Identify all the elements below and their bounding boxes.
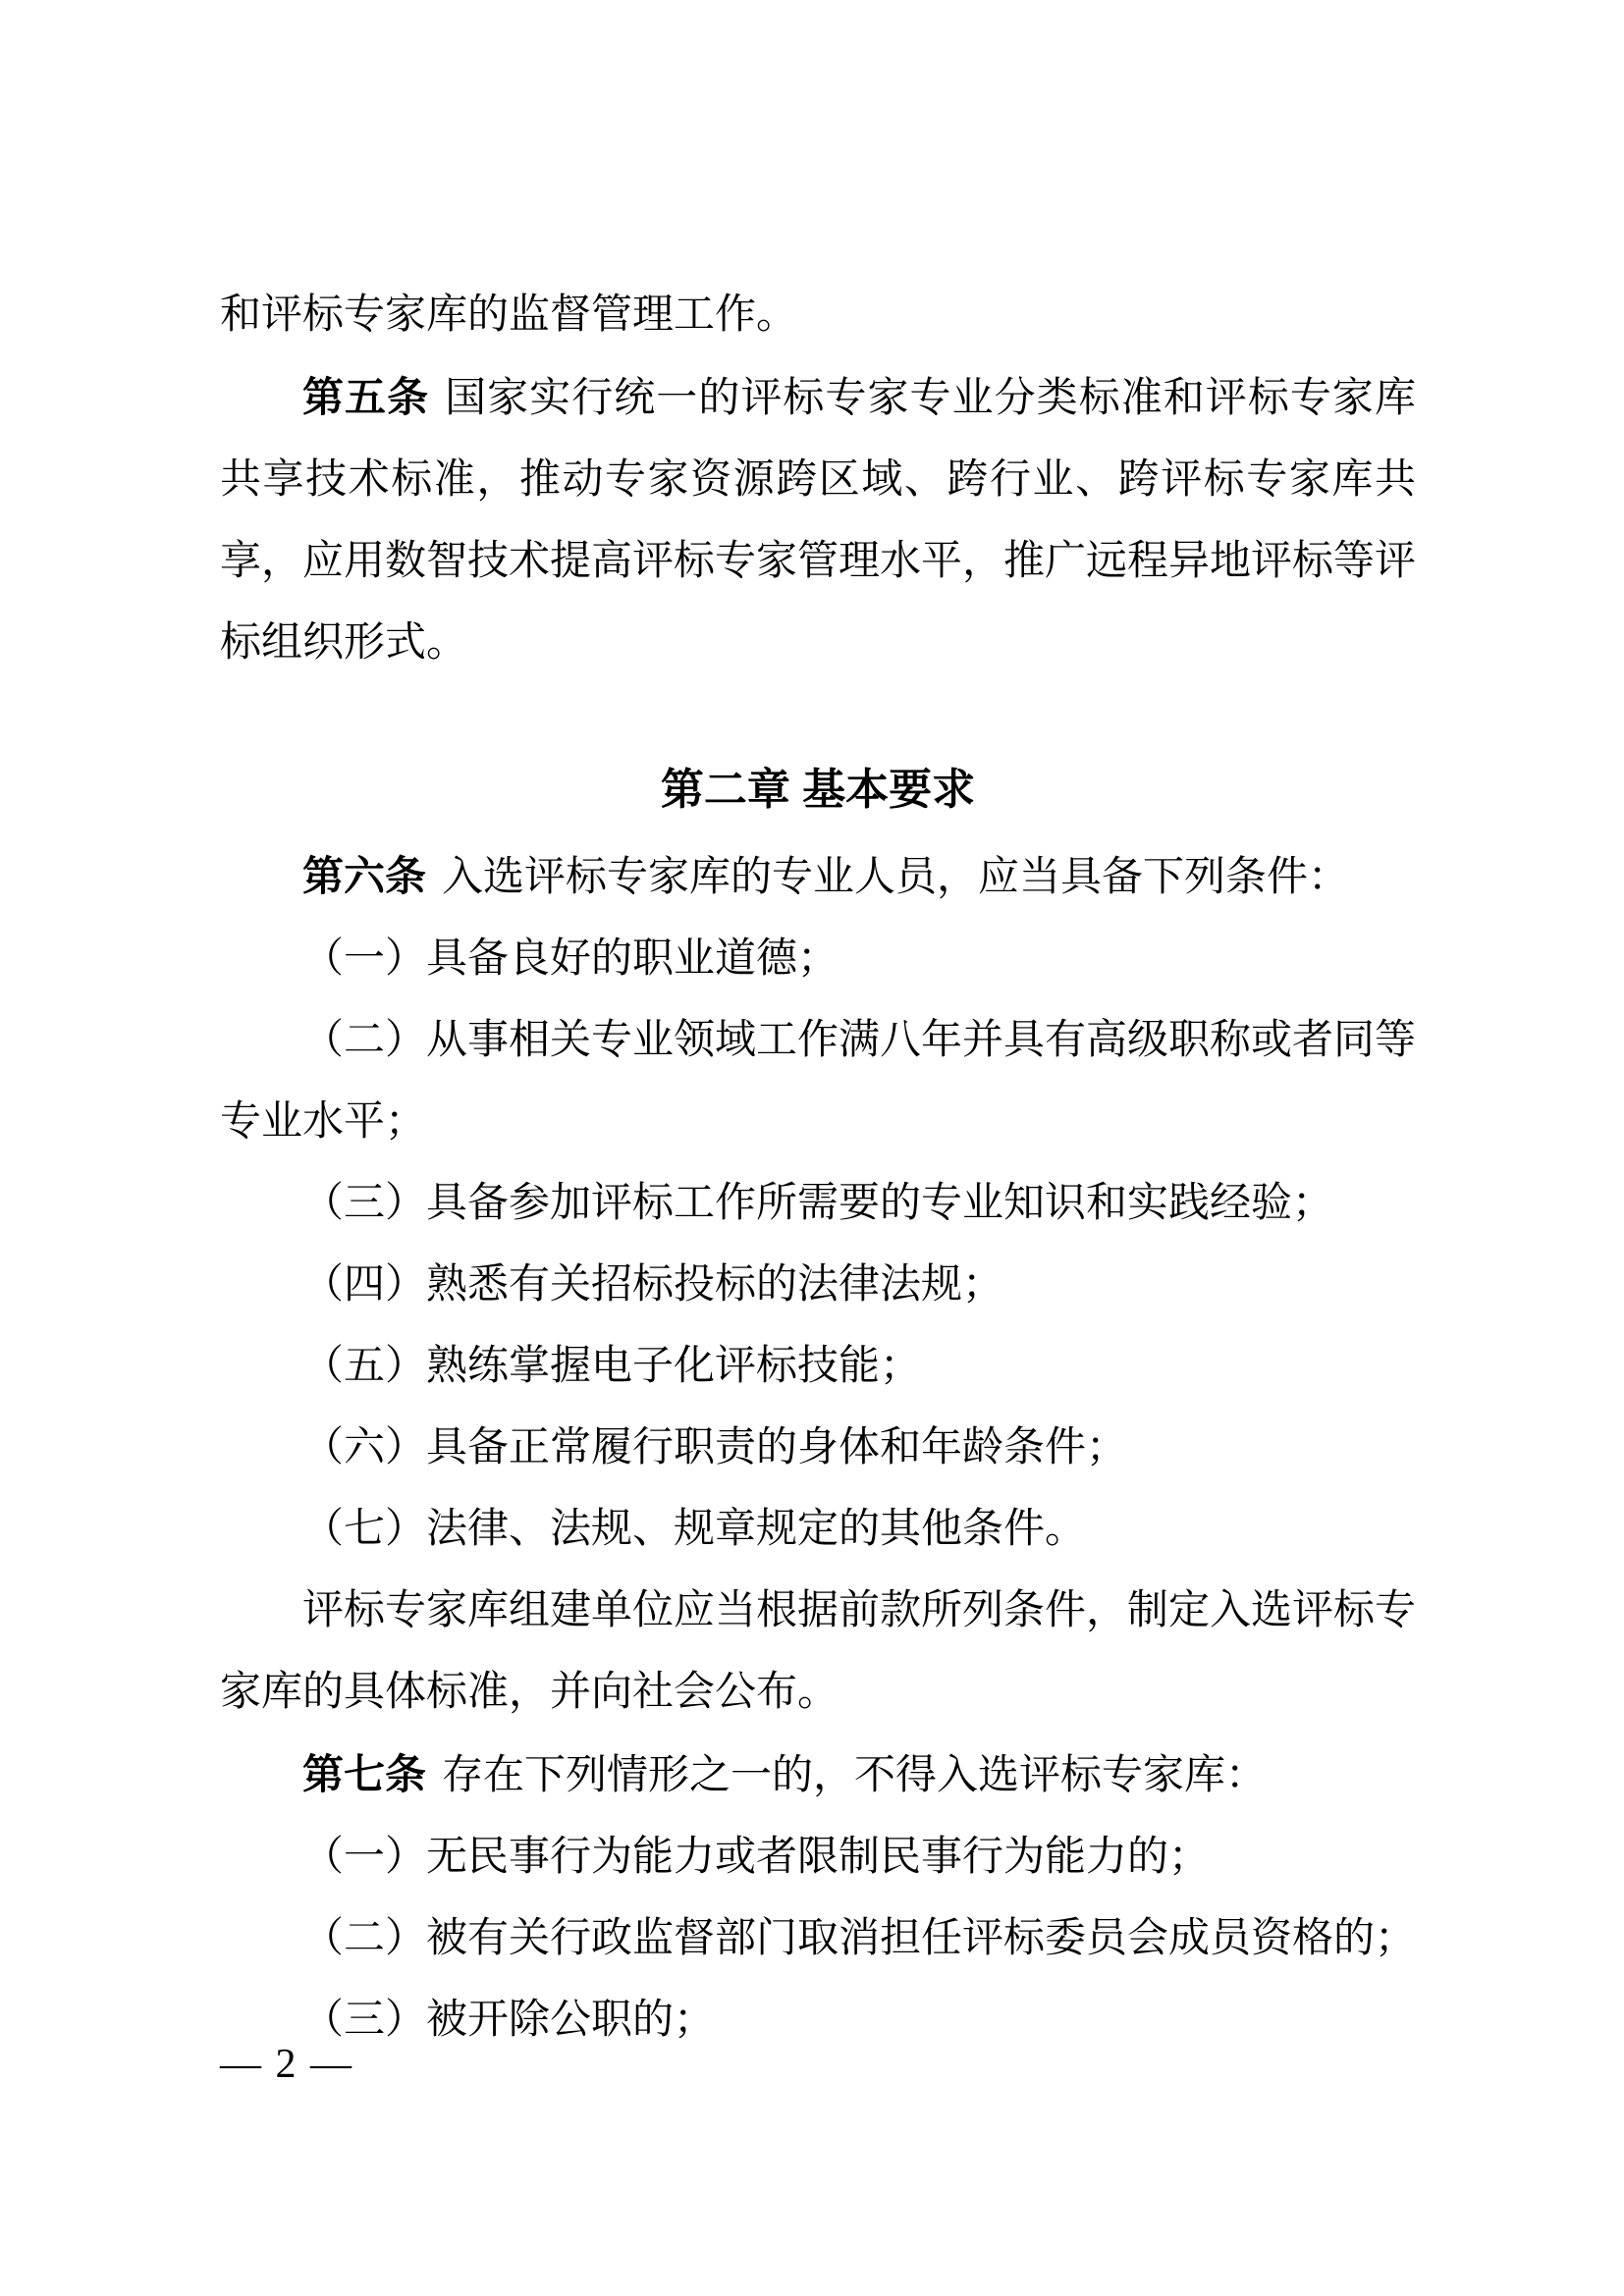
paragraph-text: （二）从事相关专业领域工作满八年并具有高级职称或者同等专业水平；	[220, 1018, 1417, 1145]
body-paragraph	[220, 1489, 1416, 1571]
paragraph-text: （三）具备参加评标工作所需要的专业知识和实践经验；	[302, 1181, 1334, 1226]
body-paragraph	[220, 1245, 1416, 1326]
paragraph-text: 和评标专家库的监督管理工作。	[220, 293, 798, 338]
body-paragraph	[220, 1898, 1416, 1980]
paragraph-text: 入选评标专家库的专业人员，应当具备下列条件：	[441, 855, 1349, 900]
paragraph-text: 国家实行统一的评标专家专业分类标准和评标专家库共享技术标准，推动专家资源跨区域、跨行业、跨评标专家库共享，应用数智技术提高评标专家管理水平，推广远程异地评标等评标组织形式。	[220, 376, 1417, 666]
body-paragraph	[220, 1408, 1416, 1489]
article-number-label: 第六条	[302, 853, 427, 899]
body-paragraph	[220, 1980, 1416, 2061]
body-paragraph	[220, 1571, 1416, 1734]
paragraph-text: 存在下列情形之一的，不得入选评标专家库：	[441, 1753, 1267, 1798]
article-paragraph	[220, 835, 1416, 919]
paragraph-text: 评标专家库组建单位应当根据前款所列条件，制定入选评标专家库的具体标准，并向社会公布。	[220, 1588, 1417, 1715]
chapter-heading: 第二章 基本要求	[660, 766, 976, 814]
paragraph-text: （三）被开除公职的；	[302, 1998, 716, 2043]
article-number-label: 第五条	[302, 374, 430, 420]
paragraph-text: （二）被有关行政监督部门取消担任评标委员会成员资格的；	[302, 1916, 1417, 1961]
paragraph-text: （六）具备正常履行职责的身体和年龄条件；	[302, 1425, 1128, 1470]
paragraph-text: （四）熟悉有关招标投标的法律法规；	[302, 1262, 1004, 1308]
body-paragraph	[220, 275, 1416, 356]
article-number-label: 第七条	[302, 1751, 427, 1797]
article-paragraph	[220, 1734, 1416, 1817]
document-body	[220, 275, 1416, 2061]
paragraph-text: （一）无民事行为能力或者限制民事行为能力的；	[302, 1835, 1211, 1880]
body-paragraph	[220, 1817, 1416, 1898]
page-footer	[220, 2040, 353, 2089]
body-paragraph	[220, 1163, 1416, 1245]
body-paragraph	[220, 919, 1416, 1000]
paragraph-text: （一）具备良好的职业道德；	[302, 936, 839, 982]
body-paragraph	[220, 1326, 1416, 1408]
paragraph-text: （五）熟练掌握电子化评标技能；	[302, 1344, 922, 1389]
page-number: — 2 —	[220, 2042, 353, 2087]
paragraph-text: （七）法律、法规、规章规定的其他条件。	[302, 1507, 1087, 1552]
article-paragraph	[220, 356, 1416, 684]
body-paragraph	[220, 1000, 1416, 1163]
